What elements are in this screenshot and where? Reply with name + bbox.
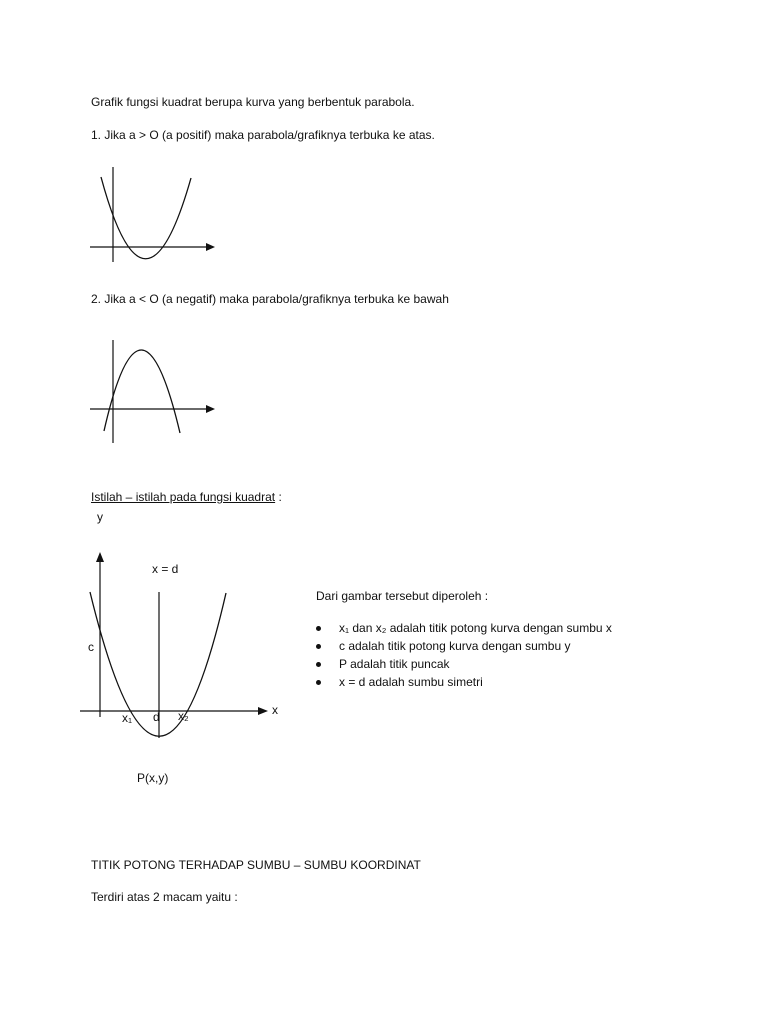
case-1-text: 1. Jika a > O (a positif) maka parabola/grafiknya terbuka ke atas. — [91, 128, 435, 142]
x-axis-arrow — [206, 243, 215, 251]
parabola-curve — [101, 177, 191, 259]
bullet-item-4: x = d adalah sumbu simetri — [339, 675, 483, 689]
case-2-text: 2. Jika a < O (a negatif) maka parabola/grafiknya terbuka ke bawah — [91, 292, 449, 306]
vertex-label: P(x,y) — [137, 771, 169, 785]
x-axis-label: x — [272, 703, 278, 717]
section-line: Terdiri atas 2 macam yaitu : — [91, 890, 238, 904]
bullet-icon — [316, 662, 321, 667]
y-axis-arrow — [96, 552, 104, 562]
terms-heading-colon: : — [275, 490, 282, 504]
x-axis-arrow — [206, 405, 215, 413]
bullet-item-2: c adalah titik potong kurva dengan sumbu y — [339, 639, 571, 653]
section-heading: TITIK POTONG TERHADAP SUMBU – SUMBU KOORDINAT — [91, 858, 421, 872]
x2-label: x₂ — [178, 709, 189, 723]
d-label: d — [153, 710, 160, 724]
x-axis-arrow — [258, 707, 268, 715]
bullet-icon — [316, 644, 321, 649]
bullet-item-1: x₁ dan x₂ adalah titik potong kurva dengan sumbu x — [339, 621, 612, 635]
intro-text: Grafik fungsi kuadrat berupa kurva yang berbentuk parabola. — [91, 95, 415, 109]
explanation-title: Dari gambar tersebut diperoleh : — [316, 589, 489, 603]
symmetry-label: x = d — [152, 562, 179, 576]
parabola-curve — [104, 350, 180, 433]
downward-parabola-graph — [90, 340, 215, 443]
bullet-item-3: P adalah titik puncak — [339, 657, 450, 671]
terms-diagram — [80, 552, 268, 738]
bullet-icon — [316, 680, 321, 685]
bullet-icon — [316, 626, 321, 631]
x1-label: x₁ — [122, 711, 133, 725]
terms-heading-label: Istilah – istilah pada fungsi kuadrat — [91, 490, 276, 504]
y-axis-label: y — [97, 510, 103, 524]
upward-parabola-graph-content — [90, 167, 215, 262]
c-label: c — [88, 640, 94, 654]
terms-heading — [91, 491, 282, 503]
